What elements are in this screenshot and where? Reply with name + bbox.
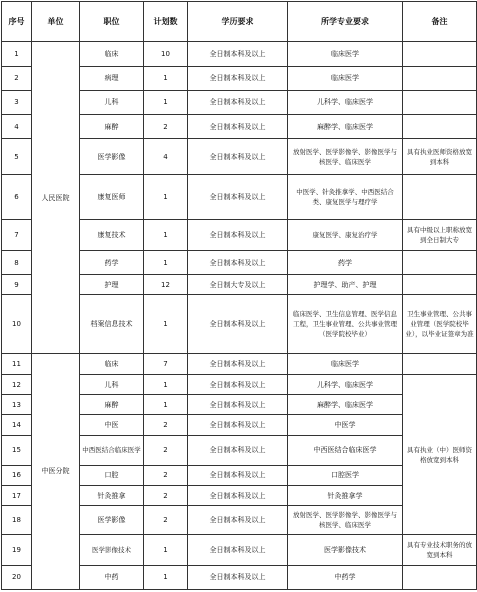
cell-note [403, 66, 477, 90]
header-major: 所学专业要求 [288, 2, 403, 42]
cell-education: 全日制本科及以上 [188, 90, 288, 114]
cell-major: 临床医学 [288, 66, 403, 90]
cell-education: 全日制本科及以上 [188, 485, 288, 505]
cell-note: 卫生事业管理、公共事业管理（医学院校毕业），以毕业证签章为准 [403, 295, 477, 353]
cell-seq: 3 [2, 90, 32, 114]
cell-education: 全日制本科及以上 [188, 353, 288, 374]
cell-note [403, 251, 477, 275]
cell-count: 12 [144, 275, 188, 295]
cell-count: 1 [144, 66, 188, 90]
cell-major: 口腔医学 [288, 465, 403, 485]
cell-seq: 6 [2, 175, 32, 219]
table-row [2, 353, 477, 374]
header-position: 职位 [80, 2, 144, 42]
cell-count: 2 [144, 114, 188, 138]
cell-position: 医学影像技术 [80, 535, 144, 565]
cell-major: 中西医结合临床医学 [288, 435, 403, 465]
cell-position: 临床 [80, 42, 144, 66]
unit-cell-tcm: 中医分院 [32, 353, 80, 589]
cell-count: 2 [144, 465, 188, 485]
cell-note [403, 42, 477, 66]
cell-major: 放射医学、医学影像学、影像医学与核医学、临床医学 [288, 506, 403, 535]
cell-education: 全日制本科及以上 [188, 42, 288, 66]
cell-position: 麻醉 [80, 395, 144, 415]
cell-position: 麻醉 [80, 114, 144, 138]
cell-position: 儿科 [80, 90, 144, 114]
cell-seq: 17 [2, 485, 32, 505]
cell-position: 医学影像 [80, 139, 144, 175]
cell-position: 护理 [80, 275, 144, 295]
cell-education: 全日制本科及以上 [188, 139, 288, 175]
cell-education: 全日制本科及以上 [188, 395, 288, 415]
cell-count: 1 [144, 565, 188, 589]
header-seq: 序号 [2, 2, 32, 42]
cell-major: 药学 [288, 251, 403, 275]
merged-note-tcm: 具有执业（中）医师资格放宽到本科 [403, 375, 477, 535]
cell-position: 药学 [80, 251, 144, 275]
cell-education: 全日制本科及以上 [188, 295, 288, 353]
unit-cell-hospital: 人民医院 [32, 42, 80, 354]
cell-position: 康复医师 [80, 175, 144, 219]
cell-count: 1 [144, 535, 188, 565]
cell-major: 中医学、针灸推拿学、中西医结合类、康复医学与理疗学 [288, 175, 403, 219]
cell-seq: 7 [2, 219, 32, 250]
cell-count: 10 [144, 42, 188, 66]
cell-seq: 20 [2, 565, 32, 589]
cell-count: 1 [144, 395, 188, 415]
cell-seq: 9 [2, 275, 32, 295]
cell-education: 全日制大专及以上 [188, 275, 288, 295]
cell-count: 2 [144, 435, 188, 465]
cell-education: 全日制本科及以上 [188, 506, 288, 535]
cell-major: 麻醉学、临床医学 [288, 114, 403, 138]
cell-major: 临床医学 [288, 42, 403, 66]
cell-note [403, 353, 477, 374]
cell-position: 针灸推拿 [80, 485, 144, 505]
cell-position: 中药 [80, 565, 144, 589]
cell-seq: 8 [2, 251, 32, 275]
cell-major: 临床医学、卫生信息管理、医学信息工程，卫生事业管理、公共事业管理（医学院校毕业） [288, 295, 403, 353]
header-count: 计划数 [144, 2, 188, 42]
header-education: 学历要求 [188, 2, 288, 42]
cell-seq: 19 [2, 535, 32, 565]
cell-major: 麻醉学、临床医学 [288, 395, 403, 415]
cell-major: 医学影像技术 [288, 535, 403, 565]
cell-seq: 5 [2, 139, 32, 175]
cell-position: 中医 [80, 415, 144, 435]
cell-position: 档案信息技术 [80, 295, 144, 353]
cell-position: 儿科 [80, 375, 144, 395]
cell-count: 2 [144, 506, 188, 535]
cell-education: 全日制本科及以上 [188, 114, 288, 138]
cell-major: 儿科学、临床医学 [288, 375, 403, 395]
header-row [2, 2, 477, 42]
cell-seq: 4 [2, 114, 32, 138]
cell-education: 全日制本科及以上 [188, 415, 288, 435]
cell-position: 康复技术 [80, 219, 144, 250]
cell-major: 儿科学、临床医学 [288, 90, 403, 114]
table-row [2, 42, 477, 66]
cell-count: 2 [144, 415, 188, 435]
cell-count: 1 [144, 251, 188, 275]
cell-seq: 18 [2, 506, 32, 535]
cell-seq: 1 [2, 42, 32, 66]
cell-note [403, 90, 477, 114]
cell-seq: 12 [2, 375, 32, 395]
cell-seq: 13 [2, 395, 32, 415]
cell-major: 中药学 [288, 565, 403, 589]
cell-position: 临床 [80, 353, 144, 374]
cell-note [403, 565, 477, 589]
cell-count: 1 [144, 375, 188, 395]
cell-education: 全日制本科及以上 [188, 219, 288, 250]
cell-seq: 16 [2, 465, 32, 485]
cell-count: 1 [144, 219, 188, 250]
cell-major: 护理学、助产、护理 [288, 275, 403, 295]
cell-count: 1 [144, 175, 188, 219]
cell-major: 临床医学 [288, 353, 403, 374]
header-note: 备注 [403, 2, 477, 42]
cell-note [403, 275, 477, 295]
cell-education: 全日制本科及以上 [188, 66, 288, 90]
cell-major: 针灸推拿学 [288, 485, 403, 505]
cell-education: 全日制本科及以上 [188, 375, 288, 395]
recruitment-table [1, 1, 477, 590]
cell-seq: 2 [2, 66, 32, 90]
cell-major: 放射医学、医学影像学、影像医学与核医学、临床医学 [288, 139, 403, 175]
recruitment-table-container [1, 1, 476, 590]
cell-seq: 11 [2, 353, 32, 374]
cell-major: 中医学 [288, 415, 403, 435]
header-unit: 单位 [32, 2, 80, 42]
cell-education: 全日制本科及以上 [188, 535, 288, 565]
cell-count: 7 [144, 353, 188, 374]
cell-note [403, 114, 477, 138]
cell-education: 全日制本科及以上 [188, 465, 288, 485]
cell-position: 病理 [80, 66, 144, 90]
cell-note [403, 175, 477, 219]
cell-major: 康复医学、康复治疗学 [288, 219, 403, 250]
cell-education: 全日制本科及以上 [188, 251, 288, 275]
cell-count: 1 [144, 295, 188, 353]
cell-note: 具有执业医师资格放宽到本科 [403, 139, 477, 175]
cell-seq: 10 [2, 295, 32, 353]
cell-note: 具有中级以上职称放宽到全日制大专 [403, 219, 477, 250]
cell-position: 口腔 [80, 465, 144, 485]
cell-count: 1 [144, 90, 188, 114]
cell-note: 具有专业技术职务的放宽到本科 [403, 535, 477, 565]
cell-count: 2 [144, 485, 188, 505]
cell-education: 全日制本科及以上 [188, 435, 288, 465]
cell-count: 4 [144, 139, 188, 175]
cell-seq: 15 [2, 435, 32, 465]
cell-education: 全日制本科及以上 [188, 565, 288, 589]
cell-seq: 14 [2, 415, 32, 435]
cell-education: 全日制本科及以上 [188, 175, 288, 219]
cell-position: 医学影像 [80, 506, 144, 535]
cell-position: 中西医结合临床医学 [80, 435, 144, 465]
